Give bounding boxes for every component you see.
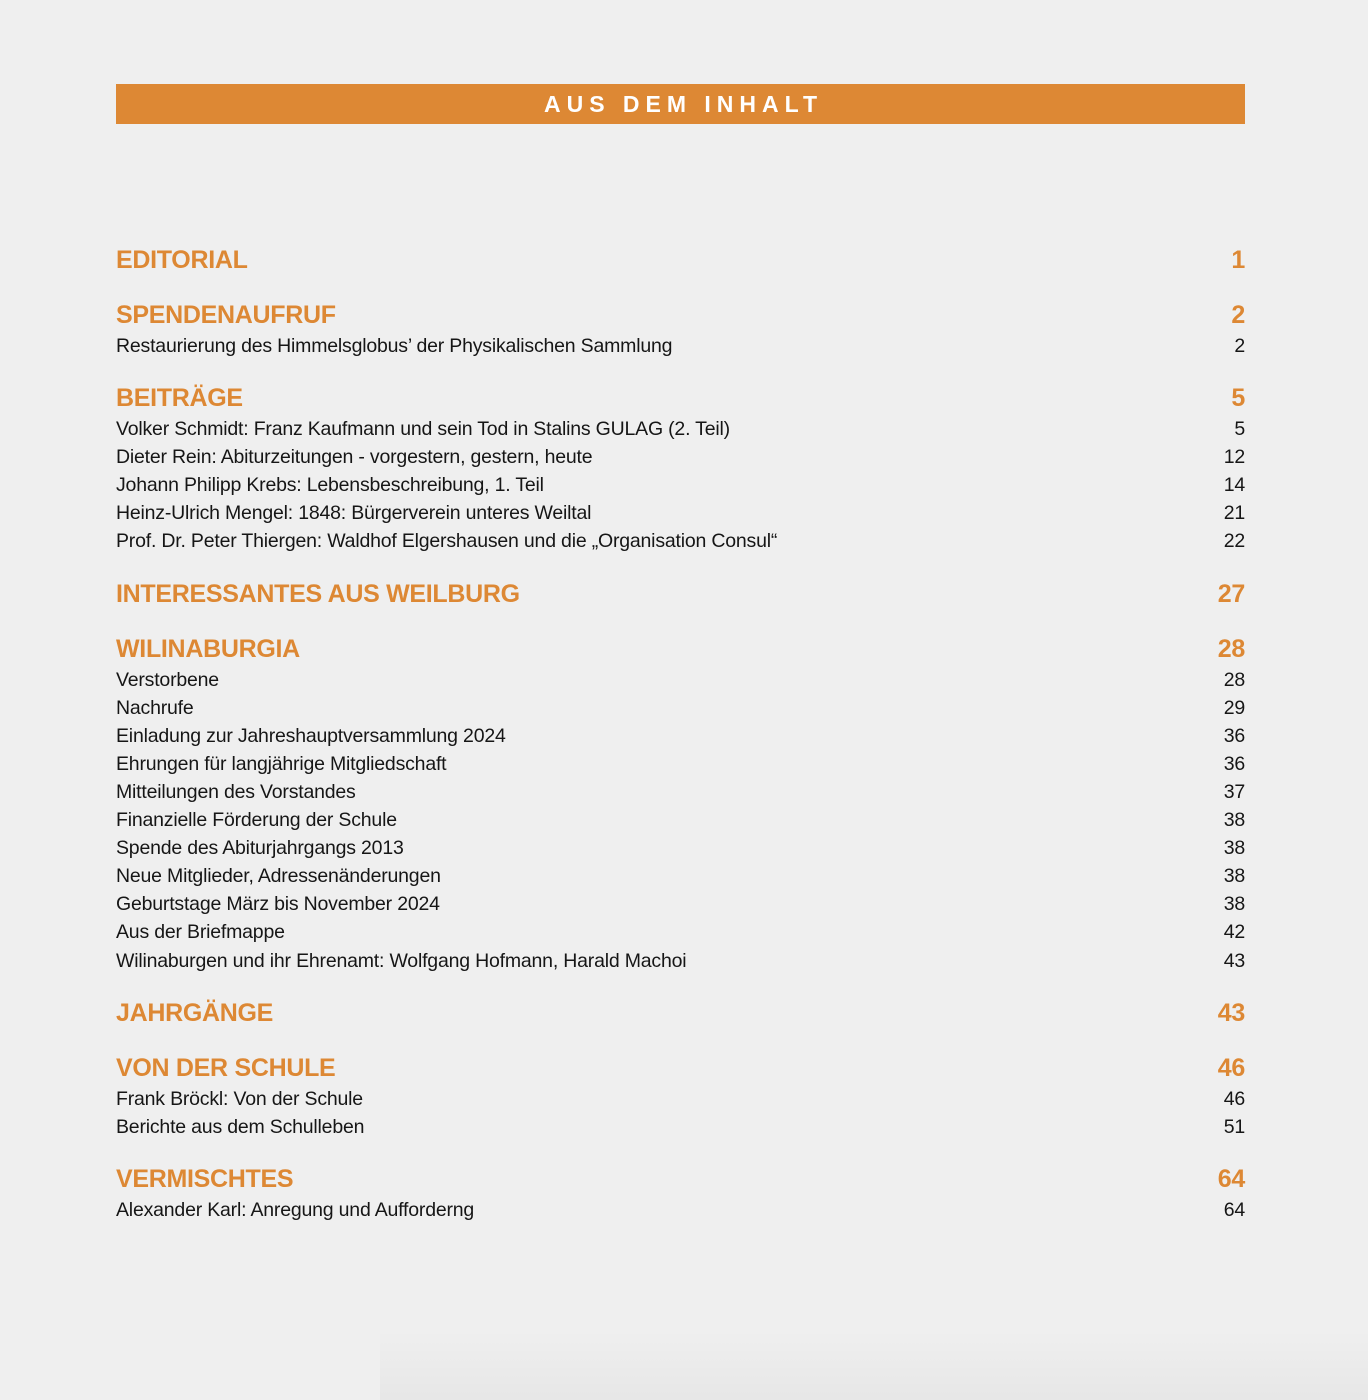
entry-page-number: 2 — [1234, 335, 1245, 357]
entry-title: Dieter Rein: Abiturzeitungen - vorgestern, gestern, heute — [116, 446, 593, 469]
toc-entry[interactable] — [116, 332, 1245, 360]
entry-title: Ehrungen für langjährige Mitgliedschaft — [116, 752, 447, 775]
entry-page-number: 21 — [1223, 502, 1245, 525]
entry-page-number: 29 — [1223, 696, 1245, 719]
entry-page-number: 5 — [1234, 418, 1245, 441]
toc-section — [116, 243, 1245, 277]
section-title: INTERESSANTES AUS WEILBURG — [116, 579, 520, 608]
entry-page-number: 51 — [1223, 1115, 1245, 1138]
toc-section — [116, 577, 1245, 611]
toc-entry[interactable] — [116, 890, 1245, 918]
entry-page-number: 38 — [1223, 865, 1245, 888]
section-page-number: 46 — [1217, 1053, 1245, 1082]
toc-section-header[interactable] — [116, 996, 1245, 1030]
toc-entry[interactable] — [116, 918, 1245, 946]
toc-section-header[interactable] — [116, 1051, 1245, 1085]
toc-section-header[interactable] — [116, 1162, 1245, 1196]
toc-section-header[interactable] — [116, 632, 1245, 666]
toc-section-header[interactable] — [116, 577, 1245, 611]
section-page-number: 64 — [1217, 1164, 1245, 1193]
section-page-number: 1 — [1231, 246, 1245, 274]
toc-entry[interactable] — [116, 527, 1245, 555]
toc-section — [116, 996, 1245, 1030]
entry-page-number: 42 — [1223, 921, 1245, 944]
entry-title: Heinz-Ulrich Mengel: 1848: Bürgerverein unteres Weiltal — [116, 502, 592, 525]
entry-page-number: 64 — [1223, 1198, 1245, 1221]
entry-title: Finanzielle Förderung der Schule — [116, 809, 397, 832]
toc-entry[interactable] — [116, 947, 1245, 975]
toc-section — [116, 632, 1245, 975]
entry-page-number: 38 — [1223, 809, 1245, 832]
entry-title: Verstorbene — [116, 668, 219, 691]
entry-title: Alexander Karl: Anregung und Aufforderng — [116, 1198, 475, 1221]
entry-page-number: 38 — [1223, 893, 1245, 916]
toc-entry[interactable] — [116, 694, 1245, 722]
toc-entry[interactable] — [116, 806, 1245, 834]
toc-entry[interactable] — [116, 722, 1245, 750]
entry-page-number: 36 — [1223, 752, 1245, 775]
entry-title: Restaurierung des Himmelsglobus’ der Physikalischen Sammlung — [116, 335, 673, 357]
toc-entry[interactable] — [116, 1196, 1245, 1224]
entry-title: Johann Philipp Krebs: Lebensbeschreibung, 1. Teil — [116, 474, 544, 497]
toc-section — [116, 298, 1245, 360]
toc-entry[interactable] — [116, 471, 1245, 499]
entry-title: Spende des Abiturjahrgangs 2013 — [116, 837, 404, 860]
entry-title: Berichte aus dem Schulleben — [116, 1115, 365, 1138]
entry-title: Einladung zur Jahreshauptversammlung 2024 — [116, 724, 506, 747]
entry-title: Wilinaburgen und ihr Ehrenamt: Wolfgang Hofmann, Harald Machoi — [116, 949, 687, 972]
entry-page-number: 37 — [1223, 780, 1245, 803]
section-title: VERMISCHTES — [116, 1164, 294, 1193]
toc-banner — [116, 84, 1245, 124]
toc-section-header[interactable] — [116, 243, 1245, 277]
entry-page-number: 12 — [1223, 446, 1245, 469]
entry-page-number: 38 — [1223, 837, 1245, 860]
entry-title: Nachrufe — [116, 696, 194, 719]
toc-section — [116, 1051, 1245, 1141]
entry-page-number: 43 — [1223, 949, 1245, 972]
entry-title: Frank Bröckl: Von der Schule — [116, 1087, 363, 1110]
entry-title: Mitteilungen des Vorstandes — [116, 780, 356, 803]
toc-entry[interactable] — [116, 666, 1245, 694]
section-page-number: 28 — [1217, 634, 1245, 663]
toc-entry[interactable] — [116, 862, 1245, 890]
toc-entry[interactable] — [116, 499, 1245, 527]
entry-title: Aus der Briefmappe — [116, 921, 285, 944]
entry-title: Prof. Dr. Peter Thiergen: Waldhof Elgershausen und die „Organisation Consul“ — [116, 530, 778, 553]
section-title: WILINABURGIA — [116, 634, 300, 663]
section-title: VON DER SCHULE — [116, 1053, 336, 1082]
toc-section — [116, 1162, 1245, 1224]
toc-banner-title: AUS DEM INHALT — [543, 90, 824, 117]
table-of-contents — [116, 243, 1245, 1245]
section-title: SPENDENAUFRUF — [116, 301, 336, 329]
toc-section — [116, 381, 1245, 555]
section-page-number: 43 — [1217, 998, 1245, 1027]
entry-title: Geburtstage März bis November 2024 — [116, 893, 440, 916]
toc-entry[interactable] — [116, 415, 1245, 443]
section-title: JAHRGÄNGE — [116, 998, 274, 1027]
entry-page-number: 36 — [1223, 724, 1245, 747]
section-page-number: 27 — [1217, 579, 1245, 608]
entry-page-number: 22 — [1223, 530, 1245, 553]
entry-page-number: 14 — [1223, 474, 1245, 497]
toc-section-header[interactable] — [116, 298, 1245, 332]
toc-entry[interactable] — [116, 443, 1245, 471]
page-shadow — [380, 1330, 1368, 1400]
toc-entry[interactable] — [116, 750, 1245, 778]
toc-entry[interactable] — [116, 834, 1245, 862]
entry-title: Volker Schmidt: Franz Kaufmann und sein Tod in Stalins GULAG (2. Teil) — [116, 418, 730, 441]
section-title: EDITORIAL — [116, 246, 248, 274]
toc-entry[interactable] — [116, 778, 1245, 806]
entry-page-number: 46 — [1223, 1087, 1245, 1110]
entry-title: Neue Mitglieder, Adressenänderungen — [116, 865, 441, 888]
toc-entry[interactable] — [116, 1113, 1245, 1141]
toc-entry[interactable] — [116, 1085, 1245, 1113]
section-page-number: 5 — [1231, 384, 1245, 413]
section-page-number: 2 — [1231, 301, 1245, 329]
section-title: BEITRÄGE — [116, 384, 243, 413]
entry-page-number: 28 — [1223, 668, 1245, 691]
toc-section-header[interactable] — [116, 381, 1245, 415]
